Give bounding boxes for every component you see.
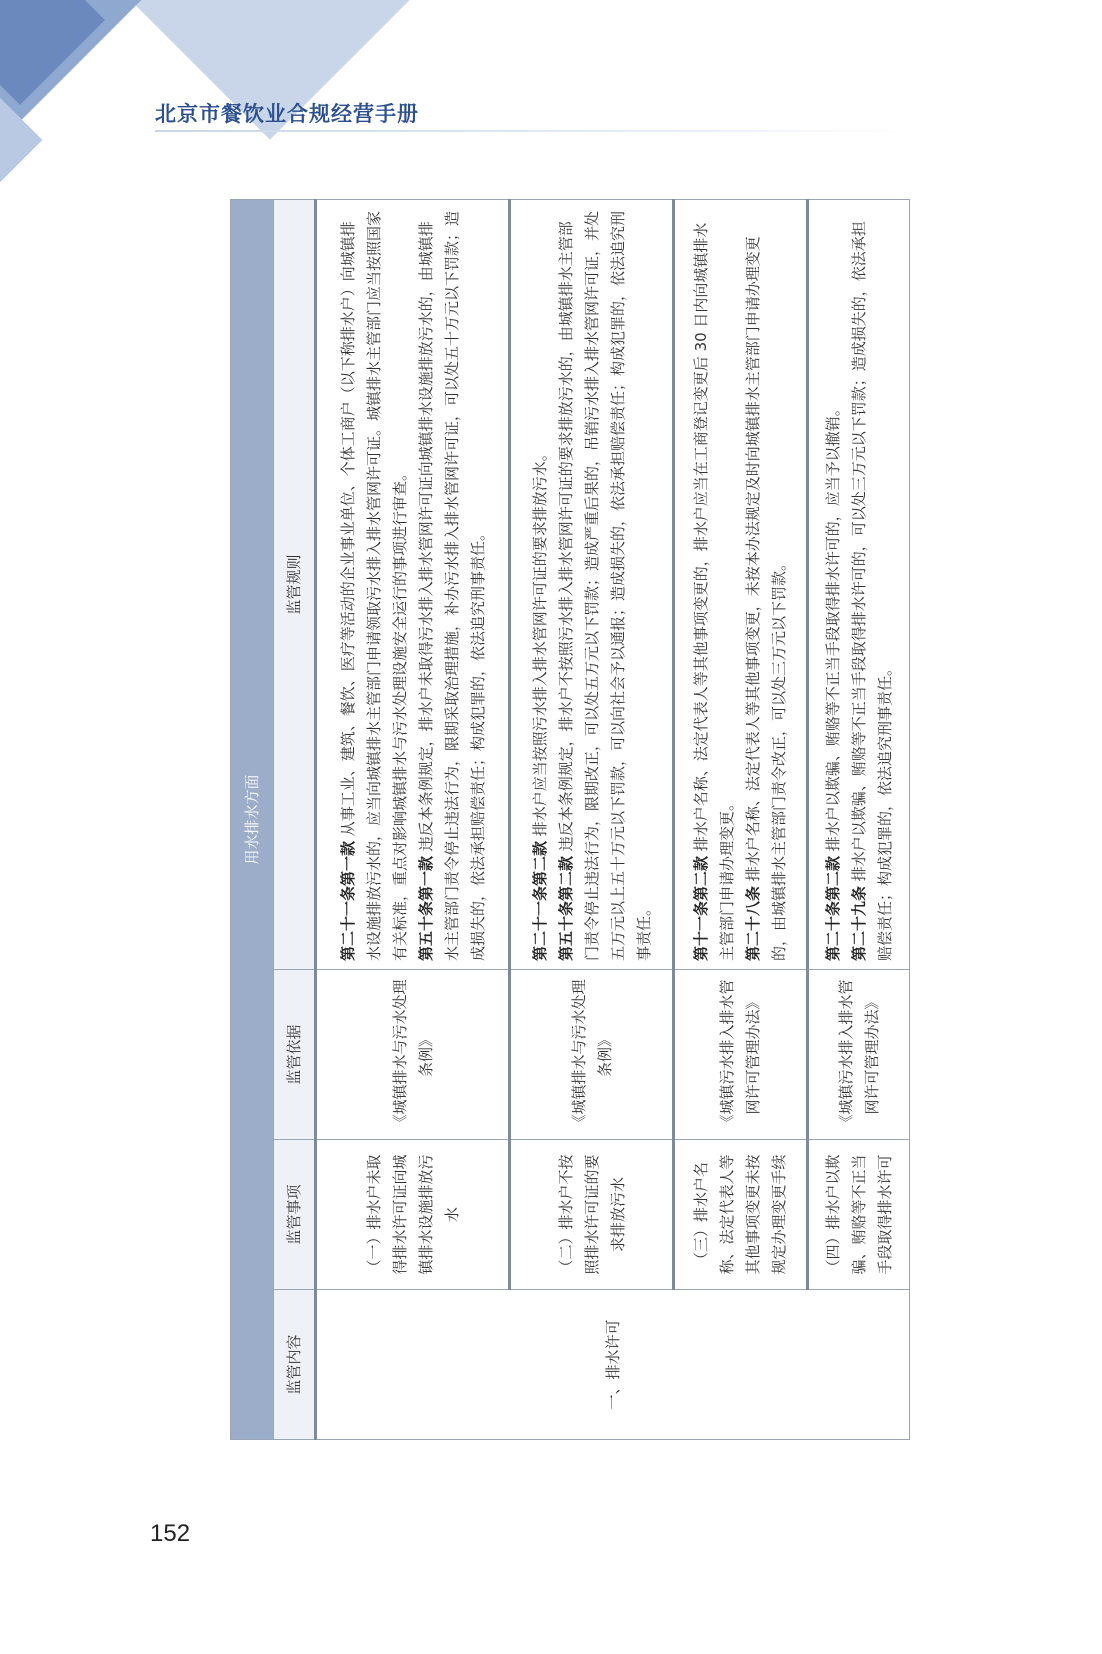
rule-article: 第二十一条第一款 [338, 840, 357, 961]
rule-text: 排水户以欺骗、贿赂等不正当手段取得排水许可的，可以处三万元以下罚款；造成损失的，依法承担赔偿责任；构成犯罪的，依法追究刑事责任。 [849, 221, 894, 961]
rules-cell [674, 199, 808, 969]
item-cell: （二）排水户不按照排水许可证的要求排放污水 [510, 1140, 674, 1290]
rule-article: 第二十条第二款 [823, 855, 842, 961]
basis-cell: 《城镇排水与污水处理条例》 [510, 970, 674, 1140]
rule-entry [740, 208, 792, 961]
rule-article: 第二十九条 [849, 885, 868, 961]
rule-text: 排水户以欺骗、贿赂等不正当手段取得排水许可的，应当予以撤销。 [823, 401, 842, 852]
rules-cell [807, 199, 909, 969]
rule-article: 第二十一条第二款 [530, 840, 549, 961]
basis-cell: 《城镇污水排入排水管网许可管理办法》 [674, 970, 808, 1140]
rule-entry [688, 208, 740, 961]
rule-entry [527, 208, 553, 961]
section-title: 用水排水方面 [231, 199, 274, 1439]
rule-text: 违反本条例规定，排水户未取得污水排入排水管网许可证向城镇排水设施排放污水的，由城镇排水主管部门责令停止违法行为，限期采取治理措施，补办污水排入排水管网许可证，可以处五十万元以下罚款；造成损失的，依法承担赔偿责任；构成犯罪的，依法追究刑事责任。 [416, 210, 487, 961]
rule-text: 从事工业、建筑、餐饮、医疗等活动的企业事业单位、个体工商户（以下称排水户）向城镇排水设施排放污水的，应当向城镇排水主管部门申请领取污水排入排水管网许可证。城镇排水主管部门应当按照国家有关标准，重点对影响城镇排水与污水处理设施安全运行的事项进行审查。 [338, 210, 409, 961]
content-cell: 一、排水许可 [316, 1290, 910, 1440]
column-header-content: 监管内容 [274, 1290, 316, 1440]
table-row [807, 199, 909, 1439]
header-divider [155, 130, 915, 132]
table-row [510, 199, 674, 1439]
item-cell: （一）排水户未取得排水许可证向城镇排水设施排放污水 [316, 1140, 510, 1290]
rule-text: 排水户名称、法定代表人等其他事项变更，未按本办法规定及时向城镇排水主管部门申请办理变更的，由城镇排水主管部门责令改正，可以处三万元以下罚款。 [744, 236, 789, 961]
rule-article: 第二十八条 [744, 885, 763, 961]
rule-entry [335, 208, 413, 961]
column-header-rules: 监管规则 [274, 199, 316, 969]
basis-cell: 《城镇污水排入排水管网许可管理办法》 [807, 970, 909, 1140]
item-cell: （三）排水户名称、法定代表人等其他事项变更未按规定办理变更手续 [674, 1140, 808, 1290]
rule-text: 排水户应当按照污水排入排水管网许可证的要求排放污水。 [530, 446, 549, 837]
header-decoration-diamond-dark [0, 0, 105, 105]
rotated-table-container [230, 200, 910, 1440]
item-cell: （四）排水户以欺骗、贿赂等不正当手段取得排水许可 [807, 1140, 909, 1290]
regulation-table [230, 199, 910, 1440]
rule-entry [553, 208, 657, 961]
rule-entry [846, 208, 898, 961]
table-row [316, 199, 510, 1439]
column-header-basis: 监管依据 [274, 970, 316, 1140]
rule-text: 排水户名称、法定代表人等其他事项变更的，排水户应当在工商登记变更后 30 日内向城镇排水主管部门申请办理变更。 [692, 222, 737, 961]
rule-entry [413, 208, 491, 961]
table-row [674, 199, 808, 1439]
section-header-row [231, 199, 274, 1439]
column-header-item: 监管事项 [274, 1140, 316, 1290]
rule-article: 第十一条第二款 [692, 855, 711, 961]
page-number: 152 [150, 1520, 191, 1547]
rules-cell [510, 199, 674, 969]
rule-article: 第五十条第二款 [556, 855, 575, 961]
column-header-row [274, 199, 316, 1439]
rules-cell [316, 199, 510, 969]
rule-article: 第五十条第一款 [416, 855, 435, 961]
page-header-title: 北京市餐饮业合规经营手册 [155, 102, 419, 126]
rule-entry [820, 208, 846, 961]
rule-text: 违反本条例规定，排水户不按照污水排入排水管网许可证的要求排放污水的，由城镇排水主管部门责令停止违法行为，限期改正，可以处五万元以下罚款；造成严重后果的，吊销污水排入排水管网许可证，并处五万元以上五十万元以下罚款，可以向社会予以通报；造成损失的，依法承担赔偿责任；构成犯罪的，依法追究刑事责任。 [556, 210, 653, 961]
basis-cell: 《城镇排水与污水处理条例》 [316, 970, 510, 1140]
